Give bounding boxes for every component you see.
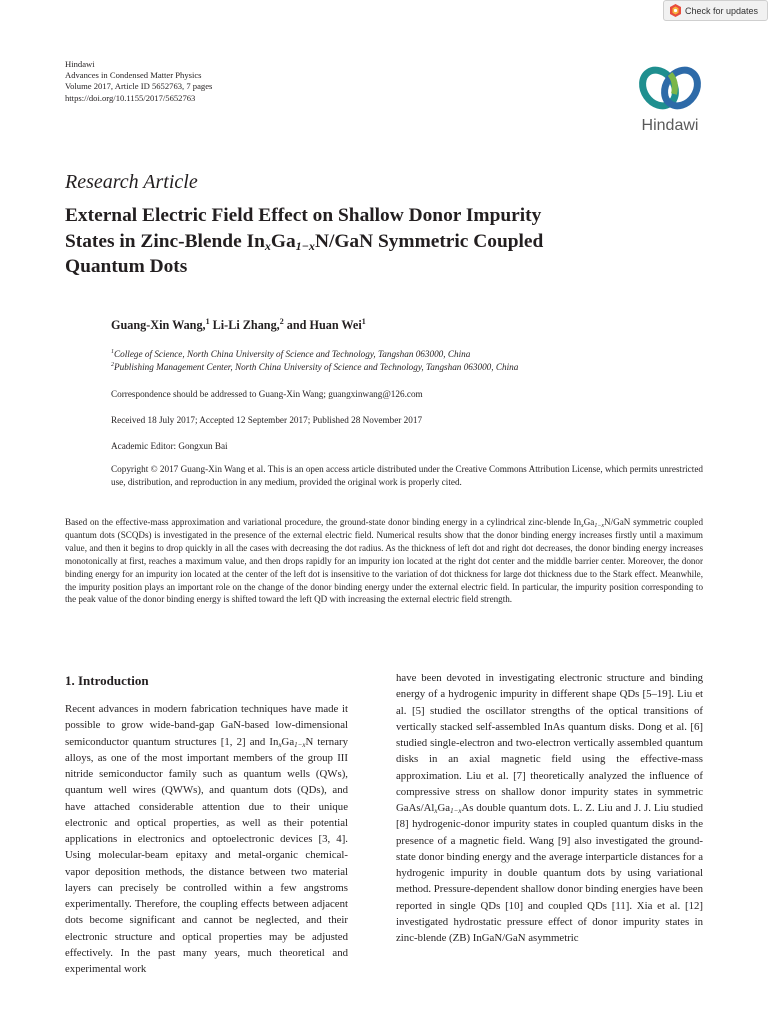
body-column-right: have been devoted in investigating electronic structure and binding energy of a hydrogenic impurity in different shape QDs [5–19]. Liu et al. [5] studied the oscillator strengths of the optical transitions of vertically stacked self-assembled InAs quantum disks. Dong et al. [6] studied single-electron and two-electron vertically assembled quantum disks in an axial magnetic field using the effective-mass approximation. Liu et al. [7] theoretically analyzed the influence of compressive stress on shallow donor impurity states in symmetric GaAs/$Al_xGa_{1-x}As$ double quantum dots. L. Z. Liu and J. J. Liu studied [8] hydrogenic-donor impurity states in coupled quantum disks in the presence of a magnetic field. Wang [9] also investigated the ground-state donor binding energy and the average interparticle distances for a hydrogenic impurity in double quantum dots by using variational method. Pressure-dependent shallow donor binding energies have been reported in single QDs [10] and coupled QDs [11]. Xia et al. [12] investigated hydrostatic pressure effect of donor impurity states in zinc-blende (ZB) InGaN/GaN asymmetric [396,672,703,944]
title-line-3: Quantum Dots [65,256,188,277]
volume-info: Volume 2017, Article ID 5652763, 7 pages [65,81,213,92]
journal-meta [65,59,212,104]
affiliation-2: $^2$Publishing Management Center, North China University of Science and Technology, Tangshan 063000, China [111,362,519,372]
check-for-updates-label: Check for updates [685,5,759,16]
author-list: Guang-Xin Wang,$^1$ Li-Li Zhang,$^2$ and Huan Wei$^1$ [111,317,366,332]
hindawi-logo [630,62,710,134]
publication-dates: Received 18 July 2017; Accepted 12 September 2017; Published 28 November 2017 [111,415,423,425]
hindawi-logo-icon [630,62,710,114]
check-for-updates-button[interactable] [663,0,768,21]
article-type: Research Article [65,171,198,193]
body-column-left: Recent advances in modern fabrication techniques have made it possible to grow wide-band-gap GaN-based low-dimensional semiconductor quantum structures [1, 2] and $In_xGa_{1-x}N$ ternary alloys, as one of the most important members of the group III nitride semiconductor family such as quantum wells (QWs), quantum well wires (QWWs), and quantum dots (QDs), and have attached considerable attention due to their unique electronic and optical properties, as well as their potential applications in electronics and optoelectronic devices [3, 4]. Using molecular-beam epitaxy and metal-organic chemical-vapor deposition methods, the distance between two material layers can precisely be controlled within a few angstroms experimentally. Therefore, the coupling effects between adjacent dots become significant and cannot be neglected, and their electronic structure and optical properties may be adjusted effectively. In the past many years, much theoretical and experimental work [65,703,348,975]
publisher-name: Hindawi [65,59,95,69]
academic-editor: Academic Editor: Gongxun Bai [111,441,228,451]
journal-name: Advances in Condensed Matter Physics [65,70,202,81]
copyright-notice: Copyright © 2017 Guang-Xin Wang et al. This is an open access article distributed under the Creative Commons Attribution License, which permits unrestricted use, distribution, and reproduction in any medium, provided the original work is properly cited. [111,464,703,487]
title-line-2: States in Zinc-Blende $In_xGa_{1-x}N$/GaN Symmetric Coupled [65,230,544,253]
abstract: Based on the effective-mass approximation and variational procedure, the ground-state donor binding energy in a cylindrical zinc-blende $In_xGa_{1-x}N$/GaN symmetric coupled quantum dots (SCQDs) is investigated in the presence of the external electric field. Numerical results show that the donor binding energy increases firstly until a maximum value, and then it begins to drop quickly in all the cases with decreasing the dot radius. As the thickness of left dot and right dot decreases, the donor binding energy increases monotonically at first, reaches a maximum value, and then drops rapidly for an impurity ion located at the right dot center and the middle barrier center. Moreover, the donor binding energy for an impurity ion located at the center of the left dot is insensitive to the variation of dot thickness for large dot thickness due to the Stark effect. Meanwhile, the impurity position plays an important role on the change of the donor binding energy under the external electric field. In particular, the impurity position corresponding to the peak value of the donor binding energy is shifted toward the left QD with increasing the external electric field strength. [65,517,704,605]
paper-title [65,203,675,280]
affiliations [111,348,518,374]
check-for-updates-icon [670,4,681,17]
correspondence: Correspondence should be addressed to Guang-Xin Wang; guangxinwang@126.com [111,389,423,399]
logo-text: Hindawi [641,117,699,134]
section-heading: 1. Introduction [65,673,149,688]
title-line-1: External Electric Field Effect on Shallow Donor Impurity [65,205,542,226]
doi-link[interactable]: https://doi.org/10.1155/2017/5652763 [65,92,196,103]
affiliation-1: $^1$College of Science, North China University of Science and Technology, Tangshan 063000, China [111,349,471,359]
